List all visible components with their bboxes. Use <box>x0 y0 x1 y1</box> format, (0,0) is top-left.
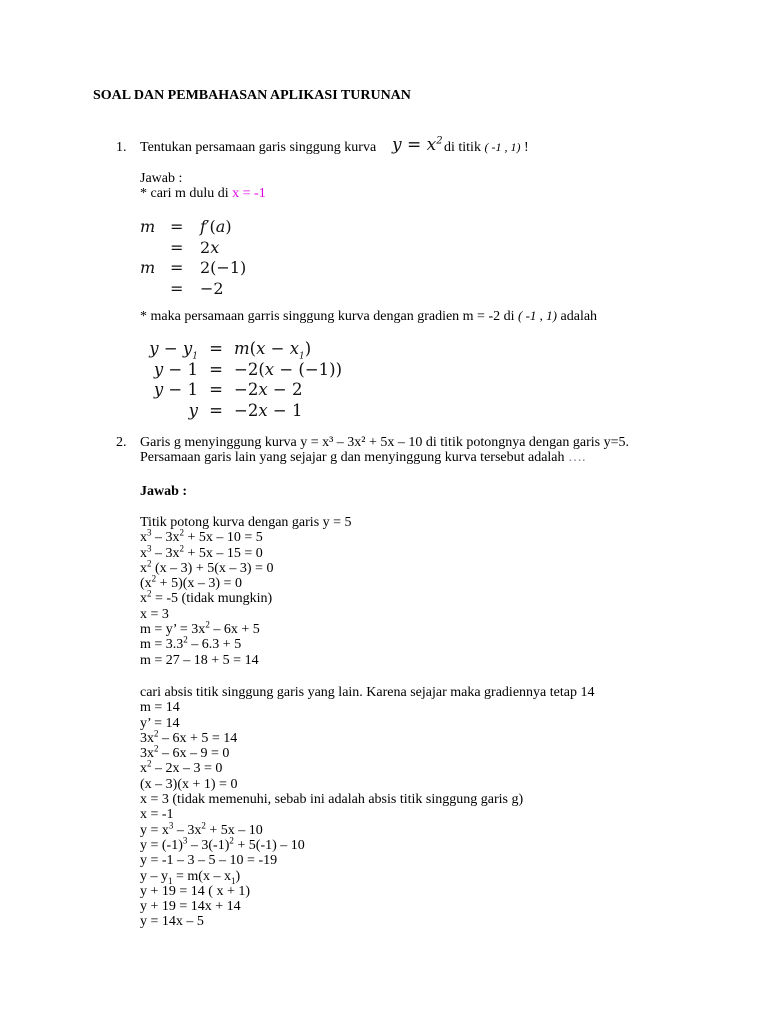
question-1-point <box>484 140 520 154</box>
curve-equation: $y = x^2$ <box>392 135 443 155</box>
answer-1-step-2-point: ( -1 , 1) <box>518 308 558 323</box>
question-1-prompt-text: Tentukan persamaan garis singgung kurva <box>140 140 377 155</box>
answer-2-part-2 <box>140 685 594 930</box>
answer-2-line: $x^3 - 3x^2 + 5x - 15 = 0$ <box>140 542 263 561</box>
answer-1-step-2 <box>140 308 597 324</box>
question-1-number: 1. <box>116 140 127 155</box>
question-1-bang: ! <box>523 140 529 155</box>
question-1-at-point: di titik <box>444 140 481 155</box>
answer-1-step-2-text: * maka persamaan garris singgung kurva dengan gradien m = -2 di <box>140 309 515 324</box>
answer-2-line: x = 3 <box>140 606 169 622</box>
answer-2-line: y + 19 = 14x + 14 <box>140 899 241 915</box>
page-title: SOAL DAN PEMBAHASAN APLIKASI TURUNAN <box>93 88 411 103</box>
answer-2-line: $3x^2 - 6x - 9 = 0$ <box>140 743 230 762</box>
question-2-line-1: Garis g menyinggung kurva y = x³ – 3x² + 5x – 10 di titik potongnya dengan garis y=5. <box>140 435 629 450</box>
question-2-ellipsis: …. <box>568 450 586 465</box>
answer-2-line: $x^2 - 2x - 3 = 0$ <box>140 758 223 777</box>
answer-2-line: $3x^2 - 6x + 5 = 14$ <box>140 728 238 746</box>
answer-2-line: m = y’ = $3x^2 - 6x + 5$ <box>140 619 260 638</box>
answer-2-line: y = 14x – 5 <box>140 914 204 930</box>
question-2-line-2 <box>140 450 586 465</box>
answer-1-step-2-suffix: adalah <box>560 309 598 324</box>
answer-2-line: $m = 3.3^2 - 6.3 + 5$ <box>140 634 242 653</box>
answer-2-line: $x^3 - 3x^2 + 5x - 10 = 5$ <box>140 527 263 546</box>
question-2-number: 2. <box>116 435 127 450</box>
question-1-prompt <box>140 140 376 155</box>
answer-1-step-1-text: * cari m dulu di <box>140 186 229 201</box>
answer-2-intro: Titik potong kurva dengan garis y = 5 <box>140 515 352 530</box>
answer-2-line: $x^2 = -5$ (tidak mungkin) <box>140 588 273 607</box>
answer-1-label: Jawab : <box>140 171 183 186</box>
answer-2-line: m = 14 <box>140 700 180 716</box>
answer-2-line: $y - y_1 = m(x - x_1)$ <box>140 868 241 886</box>
answer-2-line: $(x^2 + 5)(x - 3) = 0$ <box>140 573 242 592</box>
answer-2-line: $y = (-1)^3 - 3(-1)^2 + 5(-1) - 10$ <box>140 835 305 853</box>
answer-2-line: y = -1 – 3 – 5 – 10 = -19 <box>140 853 278 869</box>
answer-2-part-2-intro: cari absis titik singgung garis yang lain. Karena sejajar maka gradiennya tetap 14 <box>140 685 595 700</box>
answer-2-label: Jawab : <box>140 484 188 499</box>
answer-1-x-value: x = -1 <box>232 186 266 201</box>
tangent-line-steps: $y - y_1 = m(x - x_1)$ y − 1 = −2(x − (−1)) y − 1 = −2x − 2 y = −2x − 1 <box>149 339 343 420</box>
derivative-steps: m = f′(a) = 2x m = 2(−1) = −2 <box>140 217 247 298</box>
question-1-point-value: ( -1 , 1) <box>484 140 521 154</box>
answer-2-line: y + 19 = 14 ( x + 1) <box>140 883 251 899</box>
answer-2-line: y’ = 14 <box>140 715 180 731</box>
answer-2-line: x = 3 (tidak memenuhi, sebab ini adalah absis titik singgung garis g) <box>140 792 524 808</box>
answer-2-line: m = 27 – 18 + 5 = 14 <box>140 652 259 668</box>
answer-2-line: $x^2$ (x – 3) + 5(x – 3) = 0 <box>140 558 274 576</box>
answer-2-line: (x – 3)(x + 1) = 0 <box>140 776 238 792</box>
question-2-line-2-text: Persamaan garis lain yang sejajar g dan menyinggung kurva tersebut adalah <box>140 450 565 465</box>
question-1-point-line <box>444 140 529 155</box>
answer-2-line: $y = x^3 - 3x^2 + 5x - 10$ <box>140 820 263 838</box>
answer-2-line: x = -1 <box>140 807 174 823</box>
answer-1-step-1 <box>140 186 266 201</box>
answer-2-part-1 <box>140 515 352 668</box>
